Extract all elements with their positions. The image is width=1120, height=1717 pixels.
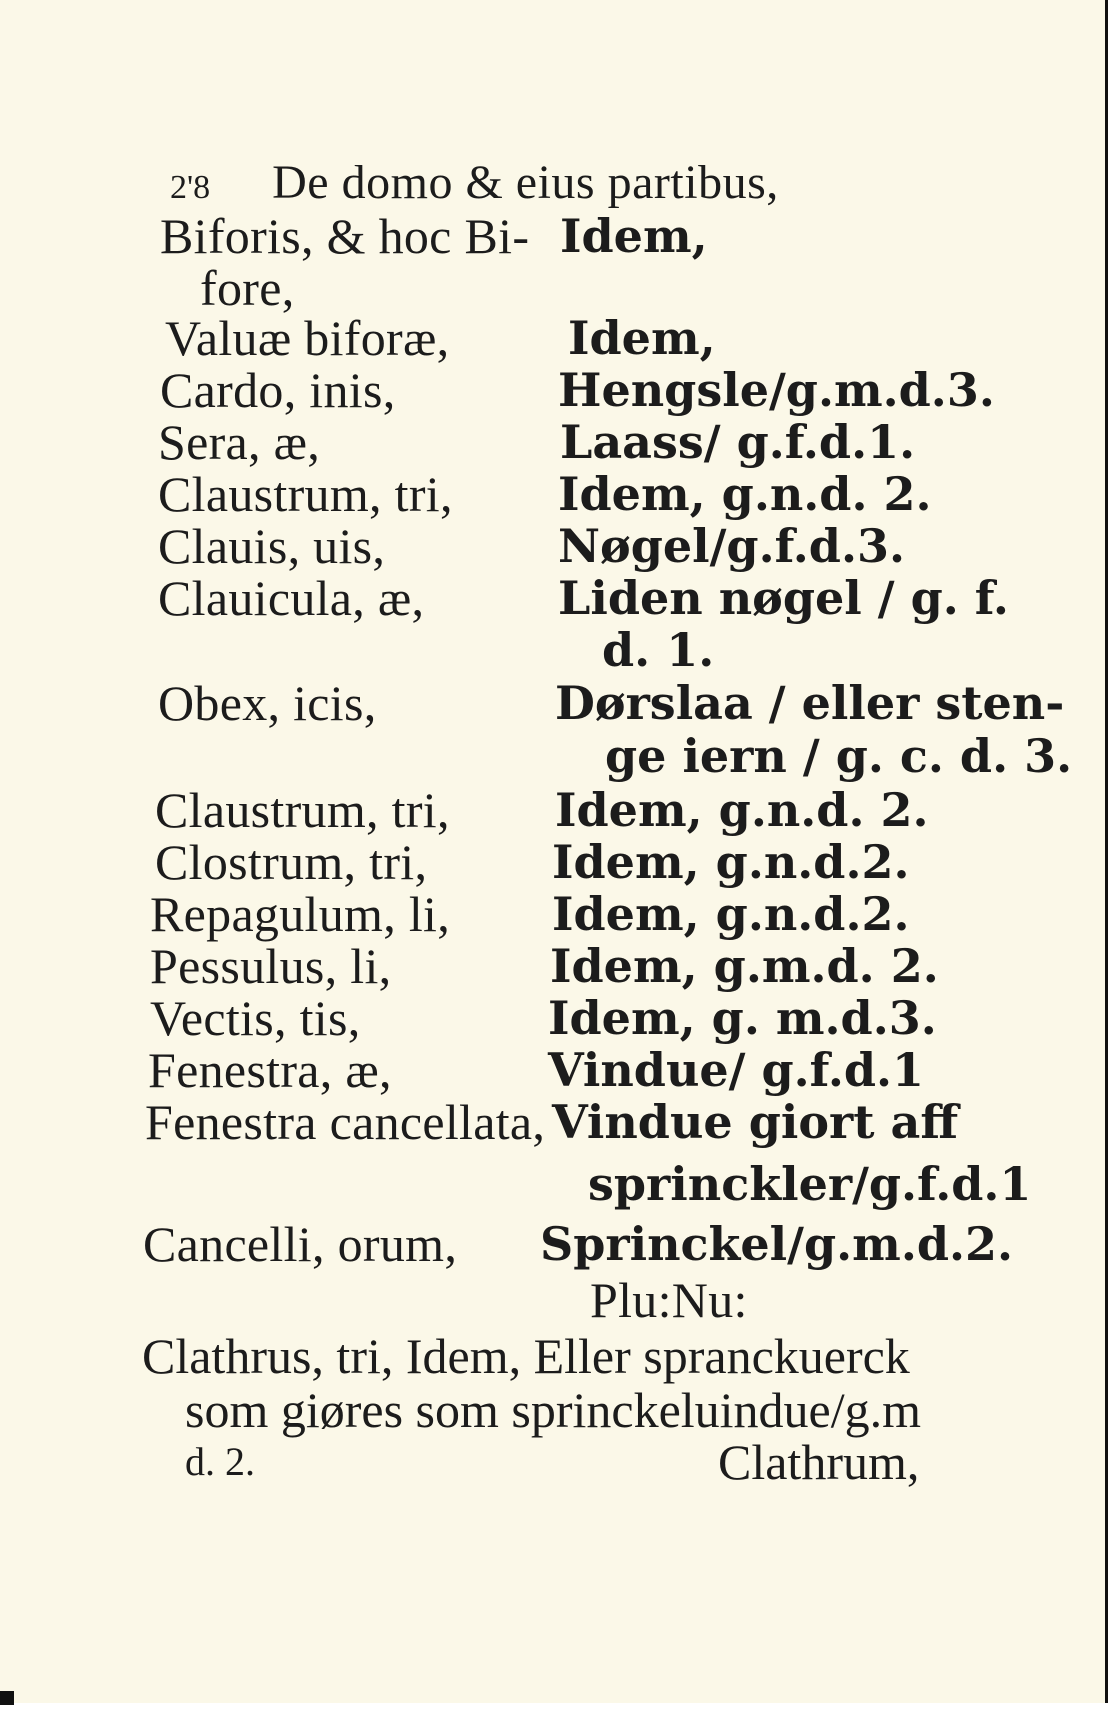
latin-term: Claustrum, tri, xyxy=(155,782,450,838)
latin-term: Repagulum, li, xyxy=(150,886,451,942)
running-title: De domo & eius partibus, xyxy=(272,156,779,209)
latin-term: Vectis, tis, xyxy=(150,990,361,1046)
latin-term: fore, xyxy=(200,260,295,316)
danish-gloss: Vindue/ g.f.d.1 xyxy=(548,1043,925,1097)
closing-line: d. 2. xyxy=(185,1439,255,1484)
danish-gloss: d. 1. xyxy=(602,623,715,677)
danish-gloss: Idem, g.n.d. 2. xyxy=(555,783,929,837)
latin-term: Claustrum, tri, xyxy=(158,466,453,522)
scan-corner-mark xyxy=(0,1691,14,1705)
latin-term: Pessulus, li, xyxy=(150,938,392,994)
latin-term: Cardo, inis, xyxy=(160,362,396,418)
danish-gloss: Idem, xyxy=(560,209,708,263)
danish-gloss: Laass/ g.f.d.1. xyxy=(560,415,916,469)
running-header xyxy=(170,155,930,210)
latin-term: Clauicula, æ, xyxy=(158,570,425,626)
latin-term: Obex, icis, xyxy=(158,675,377,731)
danish-gloss: Dørslaa / eller sten- xyxy=(555,676,1065,730)
scan-edge-bottom xyxy=(0,1703,1120,1717)
danish-gloss: Idem, xyxy=(568,311,716,365)
latin-term: Fenestra cancellata, xyxy=(145,1094,546,1150)
danish-gloss: Hengsle/g.m.d.3. xyxy=(558,363,995,417)
latin-term: Clauis, uis, xyxy=(158,518,386,574)
danish-gloss: Nøgel/g.f.d.3. xyxy=(558,519,905,573)
danish-gloss: Idem, g.n.d. 2. xyxy=(558,467,932,521)
danish-gloss: Vindue giort aff xyxy=(552,1095,959,1149)
latin-term: Fenestra, æ, xyxy=(148,1042,392,1098)
latin-term: Cancelli, orum, xyxy=(143,1216,458,1272)
danish-gloss: Idem, g.n.d.2. xyxy=(552,887,910,941)
page-number: 2'8 xyxy=(170,169,211,206)
danish-gloss: Sprinckel/g.m.d.2. xyxy=(540,1217,1014,1271)
scan-edge-right xyxy=(1105,0,1120,1717)
latin-term: Valuæ biforæ, xyxy=(165,310,450,366)
latin-term: Sera, æ, xyxy=(158,414,321,470)
danish-gloss: Idem, g.n.d.2. xyxy=(552,835,910,889)
plural-note: Plu:Nu: xyxy=(590,1272,748,1328)
closing-line: Clathrus, tri, Idem, Eller spranckuerck xyxy=(142,1328,910,1384)
danish-gloss: Idem, g.m.d. 2. xyxy=(550,939,939,993)
latin-term: Biforis, & hoc Bi- xyxy=(160,208,530,264)
closing-line: som giøres som sprinckeluindue/g.m xyxy=(185,1382,922,1438)
catchword: Clathrum, xyxy=(718,1434,920,1490)
danish-gloss: Liden nøgel / g. f. xyxy=(558,571,1009,625)
latin-term: Clostrum, tri, xyxy=(155,834,428,890)
danish-gloss: ge iern / g. c. d. 3. xyxy=(605,729,1073,783)
danish-gloss: sprinckler/g.f.d.1 xyxy=(588,1157,1032,1211)
danish-gloss: Idem, g. m.d.3. xyxy=(548,991,937,1045)
